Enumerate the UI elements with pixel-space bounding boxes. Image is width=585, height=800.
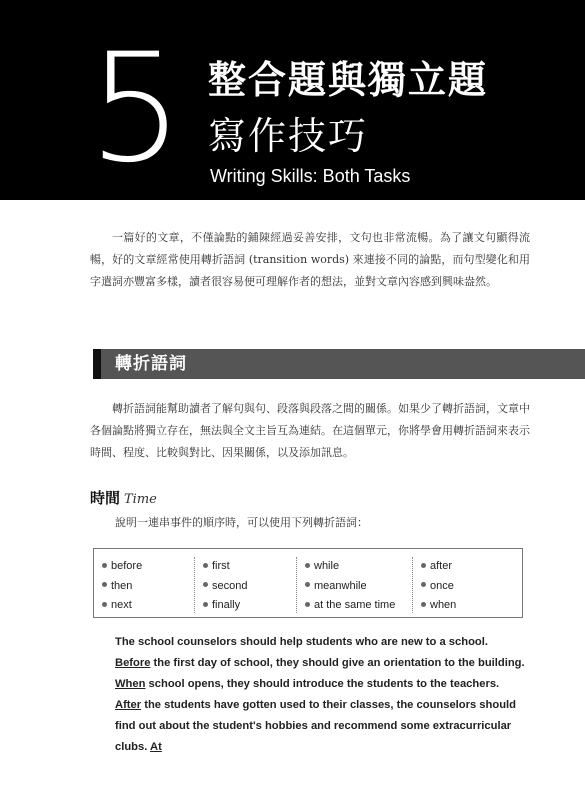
- bullet-icon: [203, 582, 208, 587]
- underlined-transition: When: [115, 678, 146, 690]
- bullet-icon: [305, 602, 310, 607]
- chapter-number: 5: [88, 22, 180, 196]
- section-heading-bar: [93, 349, 585, 379]
- transition-word: then: [102, 577, 194, 597]
- chapter-header: [0, 0, 585, 200]
- chapter-title-english: Writing Skills: Both Tasks: [210, 166, 411, 186]
- transition-word: meanwhile: [305, 577, 412, 597]
- underlined-transition: Before: [115, 657, 151, 669]
- transition-word: when: [421, 596, 513, 616]
- transition-word-box: [93, 548, 523, 618]
- section-intro-paragraph: 轉折語詞能幫助讀者了解句與句、段落與段落之間的關係。如果少了轉折語詞，文章中各個論點將獨立存在，無法與全文主旨互為連結。在這個單元，你將學會用轉折語詞來表示時間、程度、比較與對比、因果關係，以及添加訊息。: [90, 402, 530, 459]
- chapter-title-line2: 寫作技巧: [208, 114, 369, 158]
- transition-word: finally: [203, 596, 296, 616]
- bullet-icon: [421, 602, 426, 607]
- bullet-icon: [203, 602, 208, 607]
- bullet-icon: [421, 582, 426, 587]
- bullet-icon: [102, 563, 107, 568]
- subsection-description: 說明一連串事件的順序時，可以使用下列轉折語詞：: [115, 516, 368, 529]
- underlined-transition: At: [150, 741, 162, 753]
- transition-word: after: [421, 557, 513, 577]
- section-title: 轉折語詞: [115, 354, 187, 374]
- transition-word: first: [203, 557, 296, 577]
- word-column: [94, 557, 195, 613]
- transition-word: while: [305, 557, 412, 577]
- transition-word: before: [102, 557, 194, 577]
- subsection-title-zh: 時間: [90, 489, 121, 507]
- subsection-title-en: Time: [124, 492, 157, 507]
- example-passage: The school counselors should help students who are new to a school. Before the first day of school, they should give an orientation to the building. When school opens, they should introduce the students to the teachers. After the students have gotten used to their classes, the counselors should find out about the student's hobbies and recommend some extracurricular clubs. At: [115, 636, 525, 753]
- word-column: [413, 557, 513, 613]
- transition-word: once: [421, 577, 513, 597]
- bullet-icon: [305, 563, 310, 568]
- transition-word: at the same time: [305, 596, 412, 616]
- chapter-title-line1: 整合題與獨立題: [208, 58, 489, 102]
- subsection-heading: [90, 487, 157, 511]
- bullet-icon: [305, 582, 310, 587]
- bullet-icon: [102, 602, 107, 607]
- bullet-icon: [203, 563, 208, 568]
- underlined-transition: After: [115, 699, 142, 711]
- bullet-icon: [102, 582, 107, 587]
- transition-word: second: [203, 577, 296, 597]
- section-accent: [93, 349, 101, 379]
- bullet-icon: [421, 563, 426, 568]
- transition-word: next: [102, 596, 194, 616]
- intro-paragraph: 一篇好的文章，不僅論點的鋪陳經過妥善安排，文句也非常流暢。為了讓文句顯得流暢，好的文章經常使用轉折語詞 (transition words) 來連接不同的論點，而句型變化和用字遣詞亦豐富多樣，讀者很容易便可理解作者的想法，並對文章內容感到興味盎然。: [90, 231, 530, 288]
- word-column: [297, 557, 413, 613]
- word-column: [195, 557, 297, 613]
